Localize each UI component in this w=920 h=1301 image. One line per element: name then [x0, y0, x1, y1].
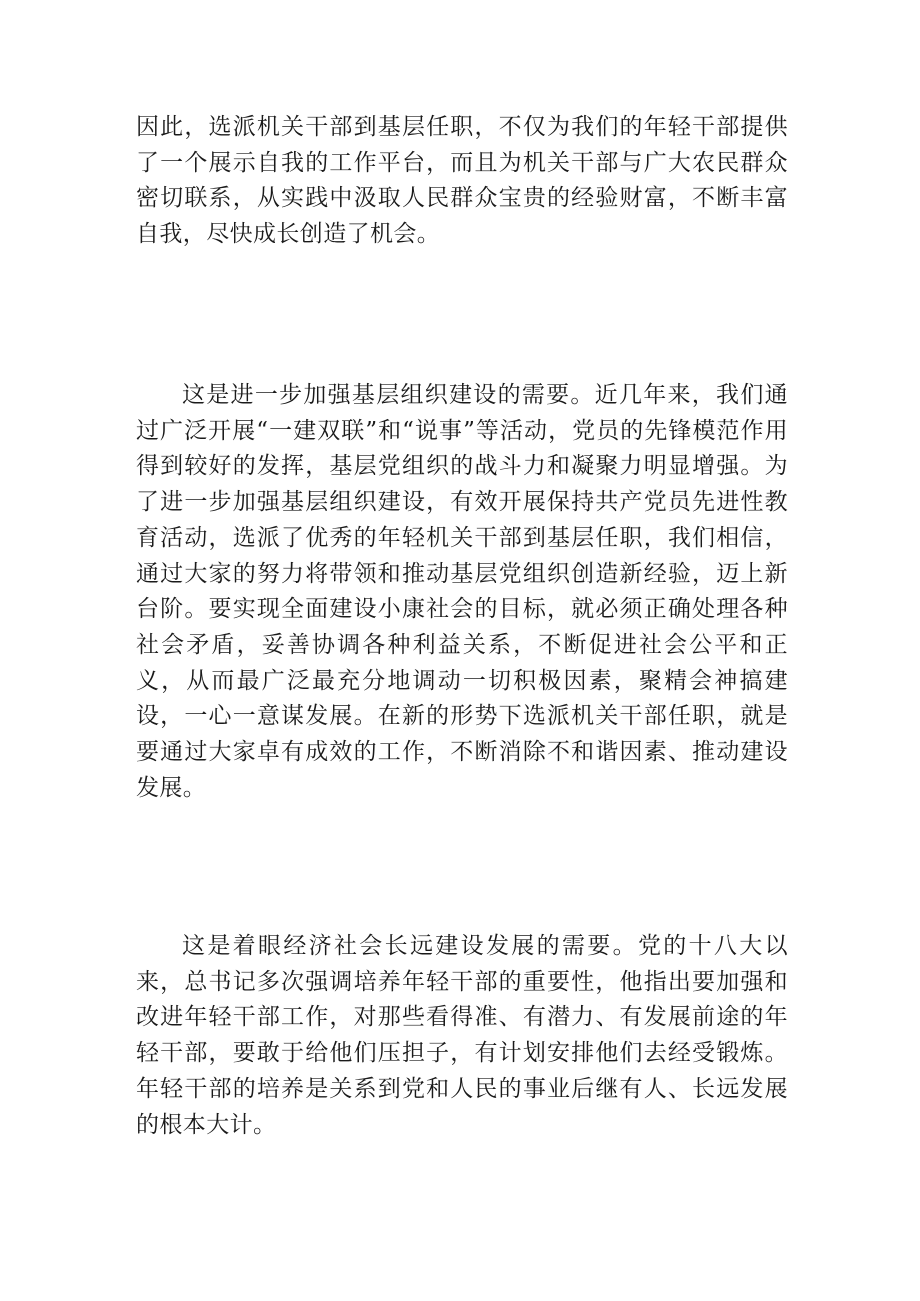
paragraph-long-term-development: 这是着眼经济社会长远建设发展的需要。党的十八大以来，总书记多次强调培养年轻干部的重要性，他指出要加强和改进年轻干部工作，对那些看得准、有潜力、有发展前途的年轻干部，要敢于给他们压担子，有计划安排他们去经受锻炼。年轻干部的培养是关系到党和人民的事业后继有人、长远发展的根本大计。: [136, 933, 788, 1138]
paragraph-grassroots-organization: 这是进一步加强基层组织建设的需要。近几年来，我们通过广泛开展“一建双联”和“说事”等活动，党员的先锋模范作用得到较好的发挥，基层党组织的战斗力和凝聚力明显增强。为了进一步加强基层组织建设，有效开展保持共产党员先进性教育活动，选派了优秀的年轻机关干部到基层任职，我们相信，通过大家的努力将带领和推动基层党组织创造新经验，迈上新台阶。要实现全面建设小康社会的目标，就必须正确处理各种社会矛盾，妥善协调各种利益关系，不断促进社会公平和正义，从而最广泛最充分地调动一切积极因素，聚精会神搞建设，一心一意谋发展。在新的形势下选派机关干部任职，就是要通过大家卓有成效的工作，不断消除不和谐因素、推动建设发展。: [136, 382, 788, 801]
paragraph-selection-opportunity: 因此，选派机关干部到基层任职，不仅为我们的年轻干部提供了一个展示自我的工作平台，而且为机关干部与广大农民群众密切联系，从实践中汲取人民群众宝贵的经验财富，不断丰富自我，尽快成长创造了机会。: [136, 114, 788, 248]
